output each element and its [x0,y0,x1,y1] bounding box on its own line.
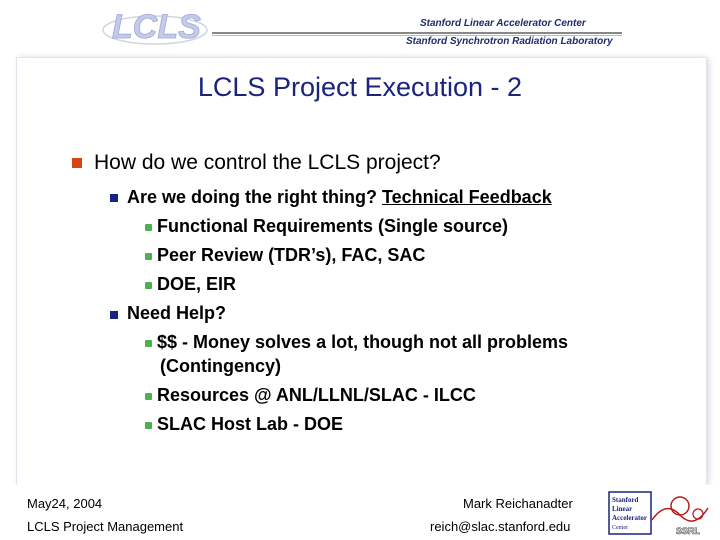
slide-panel [17,58,706,485]
footer-date: May24, 2004 [27,496,103,511]
bullet-square-icon [72,158,82,168]
sub-bullet-right-thing-text: Are we doing the right thing? [127,187,382,207]
sub-bullet-icon [110,194,118,202]
item-bullet-icon [145,340,152,347]
item-money-continued: (Contingency) [160,356,281,376]
logo-line-accelerator: Accelerator [612,514,647,522]
logo-line-center: Center [612,525,628,531]
logo-line-linear: Linear [612,505,633,513]
item-doe-eir: DOE, EIR [157,274,237,294]
item-peer-review: Peer Review (TDR’s), FAC, SAC [157,245,426,265]
technical-feedback-link: Technical Feedback [381,187,552,207]
logo-line-stanford: Stanford [612,496,639,504]
slide-title: LCLS Project Execution - 2 [197,72,523,102]
item-bullet-icon [145,253,152,260]
item-bullet-icon [145,422,152,429]
item-resources: Resources @ ANL/LLNL/SLAC - ILCC [157,385,476,405]
header-rule [212,32,622,34]
item-money: $$ - Money solves a lot, though not all problems [157,332,569,352]
slac-ssrl-logo [608,490,716,538]
item-host-lab: SLAC Host Lab - DOE [157,414,344,434]
institution-ssrl: Stanford Synchrotron Radiation Laboratory [406,36,613,47]
lcls-logo-text: LCLS [112,8,201,46]
footer-presenter: Mark Reichanadter [463,496,573,511]
sub-bullet-icon [110,311,118,319]
bullet-main: How do we control the LCLS project? [94,151,441,174]
header-banner [0,0,720,58]
lcls-logo [100,4,210,50]
sub-bullet-need-help: Need Help? [127,303,227,323]
sub-bullet-right-thing [127,187,552,208]
footer-course: LCLS Project Management [27,519,184,534]
item-bullet-icon [145,224,152,231]
footer-email: reich@slac.stanford.edu [430,519,571,534]
ssrl-logo-text: SSRL [676,526,701,536]
institution-slac: Stanford Linear Accelerator Center [420,18,586,29]
item-functional-requirements: Functional Requirements (Single source) [157,216,509,236]
item-bullet-icon [145,282,152,289]
item-bullet-icon [145,393,152,400]
